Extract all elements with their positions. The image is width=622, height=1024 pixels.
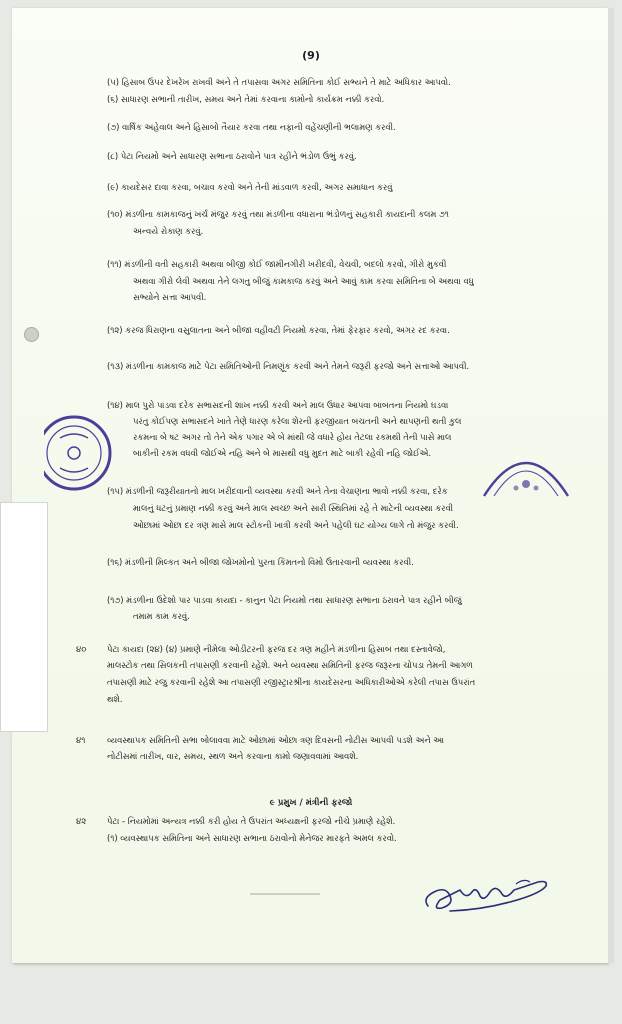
text-line: પેટા કાયદા (૨૪) (૪) પ્રમાણે નીમેલા ઓડીટરની ફરજ દર ત્રણ મહીને મંડળીના હિસાબ તથા દસ્તાવેજો, <box>107 644 446 654</box>
text-line: ૪૨ <box>76 816 87 826</box>
text-line: (૧૬) મંડળીની મિલ્કત અને બીજા જોખમોનો પુરતા કિંમતનો વિમો ઉતારવાની વ્યવસ્થા કરવી. <box>107 557 414 567</box>
page-number: (9) <box>302 49 320 62</box>
text-line: બાકીની રકમ વધવી જોઈએ નહિ અને બે માસથી વધુ મુદત માટે બાકી રહેવી નહિ જોઈએ. <box>133 448 432 458</box>
signature <box>420 870 555 915</box>
text-line: (૭) વાર્ષિક અહેવાલ અને હિસાબો તૈયાર કરવા તથા નફાની વહેંચણીની ભલામણ કરવી. <box>107 122 396 132</box>
text-line: (૧૦) મંડળીના કામકાજનું ખર્ચ મંજુર કરવું તથા મંડળીના વધારાના ભંડોળનું સહકારી કાયદાની કલમ ૭૧ <box>107 209 449 219</box>
text-line: સભ્યોને સત્તા આપવી. <box>133 292 207 302</box>
text-line: (૧) વ્યવસ્થાપક સમિતિના અને સાધારણ સભાના ઠરાવોનો મેનેજર મારફતે અમલ કરવો. <box>107 833 397 843</box>
faint-mark <box>250 893 320 895</box>
text-line: (૧૧) મંડળીની વતી સહકારી અથવા બીજી કોઈ જામીનગીરી ખરીદવી, વેચવી, બદલો કરવો, ગીરો મુકવી <box>107 259 447 269</box>
text-line: પેટા - નિયમોમાં અન્યત્ર નક્કી કરી હોય તે ઉપરાંત અધ્યક્ષની ફરજો નીચે પ્રમાણે રહેશે. <box>107 816 396 826</box>
text-line: તપાસણી માટે રજુ કરવાની રહેશે આ તપાસણી રજીસ્ટ્રારશ્રીના કાયદેસરના અધિકારીઓએ કરેલી તપાસ ઉપરાંત <box>107 677 476 687</box>
text-line: (૧૩) મંડળીના કામકાજ માટે પેટા સમિતિઓની નિમણૂંક કરવી અને તેમને જરૂરી ફરજો અને સત્તાઓ આપવી. <box>107 361 470 371</box>
official-seal-left <box>44 408 118 498</box>
registrar-stamp <box>480 440 572 500</box>
binding-strip <box>0 502 48 732</box>
section-heading: ૯ પ્રમુખ / મંત્રીની ફરજો <box>269 798 353 808</box>
text-line: વ્યવસ્થાપક સમિતિની સભા બોલાવવા માટે ઓછામાં ઓછા ત્રણ દિવસની નોટીસ આપવી પડશે અને આ <box>107 735 444 745</box>
text-line: (૬) સાધારણ સભાની તારીખ, સમય અને તેમાં કરવાના કામોનો કાર્યક્રમ નક્કી કરવો. <box>107 94 385 104</box>
text-line: થશે. <box>107 694 123 704</box>
text-line: પરંતુ કોઈપણ સભાસદને ખાતે તેણે ધારણ કરેલા શેરની ફરજીયાત બચતની અને થાપણની થતી કુલ <box>133 416 462 426</box>
text-line: અન્વયે રોકાણ કરવું. <box>133 226 204 236</box>
text-line: રકમના બે ષટ અગર તો તેને એક પગાર એ બે માંથી જે વધારે હોય તેટલા રકમથી તેની પાસે માલ <box>133 432 452 442</box>
text-line: (૮) પેટા નિયમો અને સાધારણ સભાના ઠરાવોને પાત્ર રહીને ભંડોળ ઉભું કરવું. <box>107 151 357 161</box>
text-line: ૪૦ <box>76 644 87 654</box>
text-line: તમામ કામ કરવું. <box>133 611 190 621</box>
text-line: (૧૭) મંડળીના ઉદેશો પાર પાડવા કાયદા - કાનુન પેટા નિયમો તથા સાધારણ સભાના ઠરાવને પાત્ર રહીને બીજું <box>107 595 462 605</box>
text-line: નોટીસમાં તારીખ, વાર, સમય, સ્થળ અને કરવાના કામો જણાવવામાં આવશે. <box>107 751 359 761</box>
text-line: માલસ્ટોક તથા સિલકની તપાસણી કરવાની રહેશે. અને વ્યવસ્થા સમિતિની ફરજ જરૂરના ચોપડા તેમની આગળ <box>107 660 473 670</box>
text-line: ઓછામાં ઓછા દર ત્રણ માસે માલ સ્ટોકની ખાત્રી કરવી અને પહેલી ઘટ યોગ્ય લાગે તો મંજુર કરવી. <box>133 520 459 530</box>
text-line: (૧૪) માલ પુરો પાડવા દરેક સભાસદની શાખ નક્કી કરવી અને માલ ઉધાર આપવા બાબતના નિયમો ઘડવા <box>107 400 449 410</box>
text-line: અથવા ગીરો લેવી અથવા તેને લગતુ બીજું કામકાજ કરવું અને આવું કામ કરવા સમિતિના બે અથવા વધુ <box>133 276 474 286</box>
text-line: (૫) હિસાબ ઉપર દેખરેખ રાખવી અને તે તપાસવા અગર સમિતિના કોઈ સભ્યને તે માટે અધિકાર આપવો. <box>107 77 451 87</box>
text-line: માલનું ધટનું પ્રમાણ નક્કી કરવું અને માલ સ્વચ્છ અને સારી સ્થિતિમાં રહે તે માટેની વ્યવસ્થા કરવી <box>133 503 454 513</box>
text-line: (૧૨) કરજ ધિરાણના વસુલાતના અને બીજા વહીવટી નિયમો કરવા, તેમાં ફેરફાર કરવો, અગર રદ કરવા. <box>107 325 450 335</box>
punch-hole <box>24 327 39 342</box>
text-line: ૪૧ <box>76 735 86 745</box>
text-line: (૯) કાયદેસર દાવા કરવા, બચાવ કરવો અને તેની માંડવાળ કરવી, અગર સમાધાન કરવું <box>107 182 393 192</box>
page-edge <box>608 8 614 963</box>
text-line: (૧૫) મંડળીની જરૂરીયાતનો માલ ખરીદવાની વ્યવસ્થા કરવી અને તેના વેચાણના ભાવો નક્કી કરવા, દરેક <box>107 486 448 496</box>
